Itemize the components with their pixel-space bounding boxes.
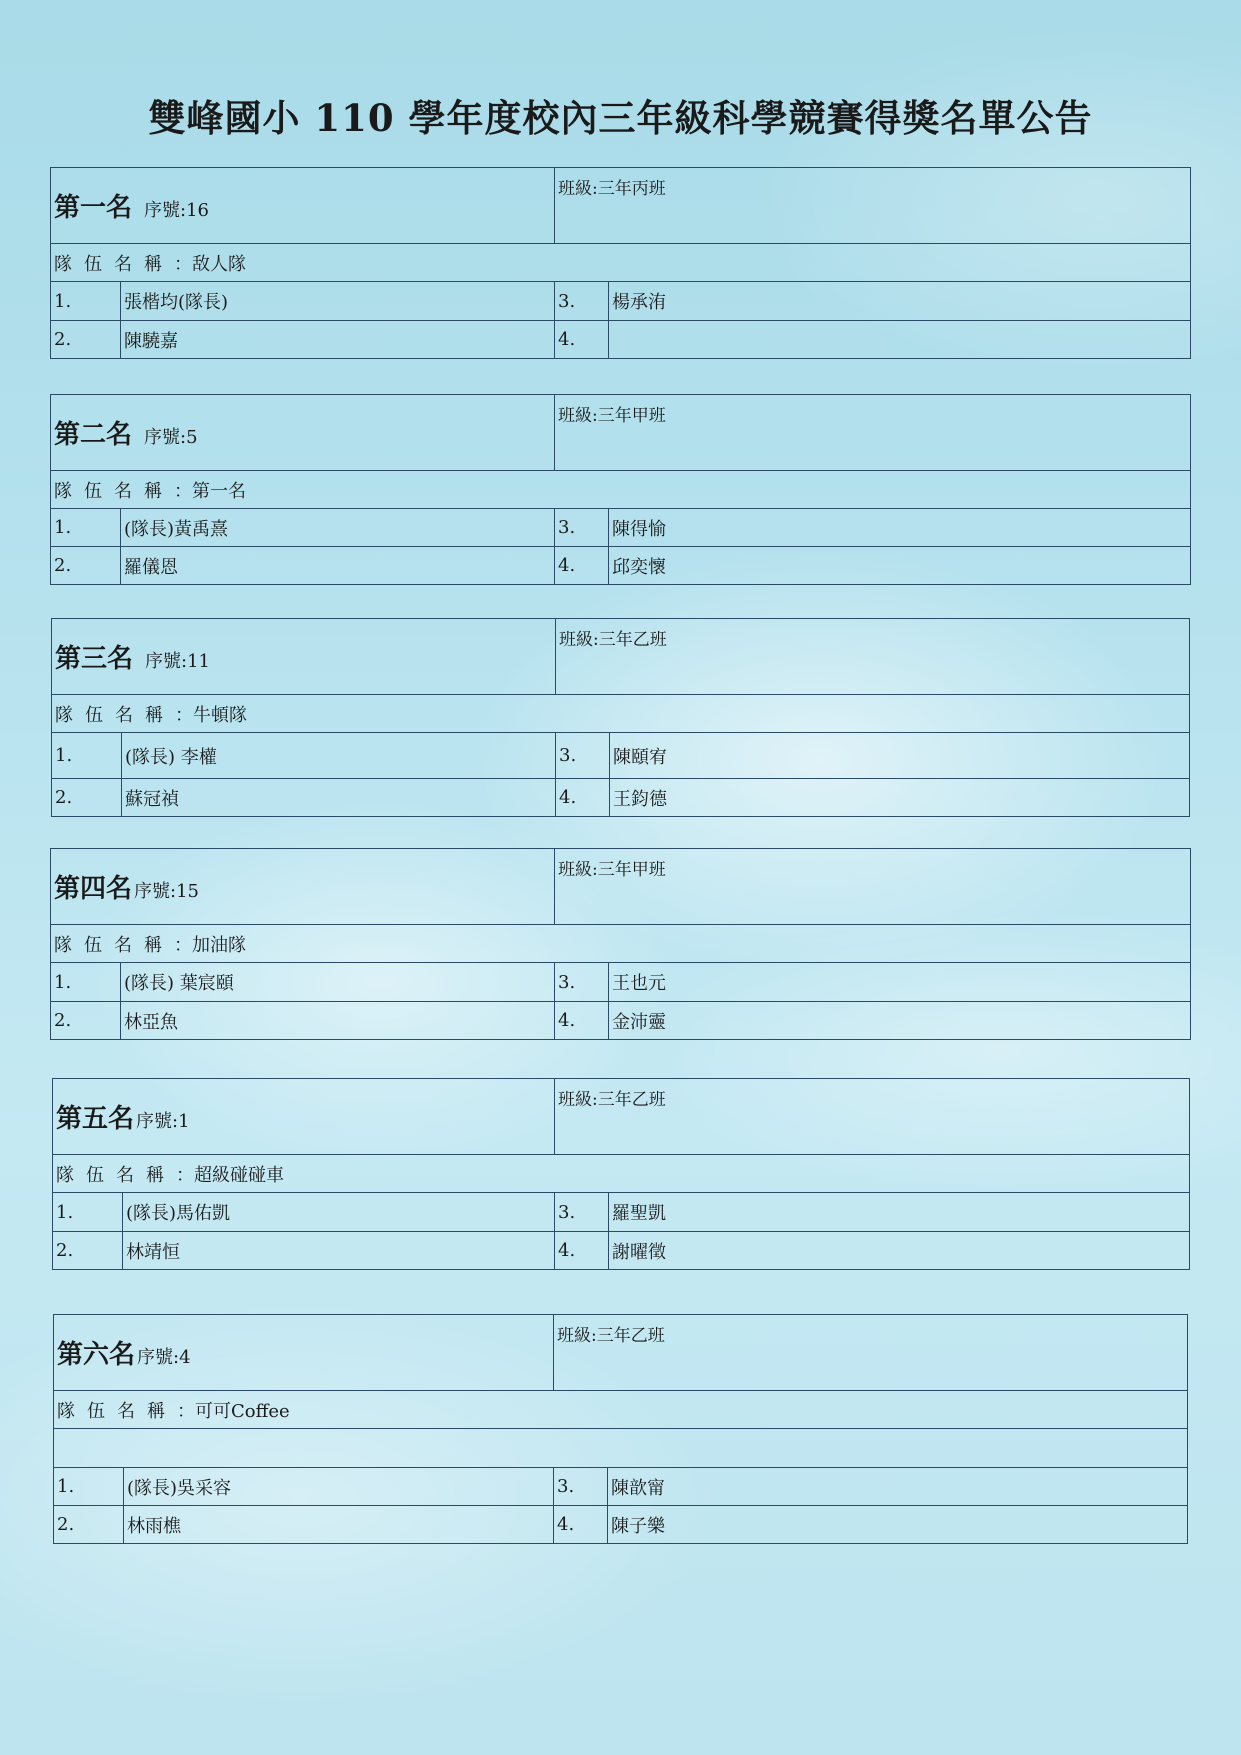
team-name-value: 可可Coffee	[195, 1400, 290, 1422]
member-row: 1. (隊長) 葉宸頤 3. 王也元	[51, 963, 1191, 1002]
member-name: (隊長) 葉宸頤	[121, 963, 555, 1002]
class-value: 三年甲班	[597, 406, 666, 426]
rank-label: 第五名	[56, 1104, 135, 1134]
member-row: 1. (隊長)馬佑凱 3. 羅聖凱	[53, 1193, 1190, 1232]
member-name: 金沛靈	[609, 1002, 1191, 1040]
member-row: 2. 林靖恒 4. 謝曜徵	[53, 1232, 1190, 1270]
member-name: 謝曜徵	[609, 1232, 1190, 1270]
team-name-value: 敌人隊	[192, 253, 246, 275]
award-table-4	[50, 848, 1191, 1040]
team-name-value: 加油隊	[192, 934, 246, 956]
member-row: 1. (隊長) 李權 3. 陳頤宥	[52, 733, 1190, 779]
serial-label: 序號:1	[136, 1111, 190, 1132]
member-name: 陳歆甯	[608, 1468, 1188, 1506]
member-name: (隊長) 李權	[122, 733, 556, 779]
team-name-cell: 隊伍名稱：加油隊	[51, 925, 1191, 963]
member-name: 邱奕懷	[609, 547, 1191, 585]
class-cell: 班級:三年甲班	[555, 395, 1191, 471]
team-name-cell: 隊伍名稱：敌人隊	[51, 244, 1191, 282]
member-row: 2. 林雨樵 4. 陳子樂	[54, 1506, 1188, 1544]
award-table-3	[51, 618, 1190, 817]
member-name: 張楷均(隊長)	[121, 282, 555, 321]
member-name: 羅聖凱	[609, 1193, 1190, 1232]
member-row: 2. 蘇冠禎 4. 王鈞德	[52, 779, 1190, 817]
rank-label: 第一名	[54, 193, 133, 223]
member-row: 2. 陳驍嘉 4.	[51, 321, 1191, 359]
rank-label: 第二名	[54, 420, 133, 450]
class-cell: 班級:三年甲班	[555, 849, 1191, 925]
team-name-value: 第一名	[192, 480, 246, 502]
class-value: 三年乙班	[598, 630, 667, 650]
member-row: 2. 林亞魚 4. 金沛靈	[51, 1002, 1191, 1040]
class-value: 三年乙班	[596, 1326, 665, 1346]
team-name-cell: 隊伍名稱：牛頓隊	[52, 695, 1190, 733]
member-name: (隊長)黃禹熹	[121, 509, 555, 547]
member-name: (隊長)吳采容	[124, 1468, 554, 1506]
serial-label: 序號:5	[144, 427, 198, 448]
member-name: 林雨樵	[124, 1506, 554, 1544]
member-name: (隊長)馬佑凱	[123, 1193, 555, 1232]
award-table-6	[53, 1314, 1188, 1544]
page-title: 雙峰國小 110 學年度校內三年級科學競賽得獎名單公告	[148, 96, 1093, 140]
member-row: 1. (隊長)吳采容 3. 陳歆甯	[54, 1468, 1188, 1506]
class-cell: 班級:三年乙班	[554, 1315, 1188, 1391]
serial-label: 序號:16	[144, 200, 209, 221]
member-row: 2. 羅儀恩 4. 邱奕懷	[51, 547, 1191, 585]
class-cell: 班級:三年乙班	[556, 619, 1190, 695]
team-name-cell: 隊伍名稱：可可Coffee	[54, 1391, 1188, 1429]
rank-label: 第四名	[54, 874, 133, 904]
team-name-cell: 隊伍名稱：第一名	[51, 471, 1191, 509]
member-row: 1. 張楷均(隊長) 3. 楊承洧	[51, 282, 1191, 321]
rank-cell	[53, 1079, 555, 1155]
member-name: 陳子樂	[608, 1506, 1188, 1544]
member-name: 楊承洧	[609, 282, 1191, 321]
class-value: 三年丙班	[597, 179, 666, 199]
serial-label: 序號:4	[137, 1347, 191, 1368]
class-cell: 班級:三年乙班	[555, 1079, 1190, 1155]
member-name	[609, 321, 1191, 359]
award-table-2	[50, 394, 1191, 585]
member-name: 林亞魚	[121, 1002, 555, 1040]
member-name: 陳得愉	[609, 509, 1191, 547]
rank-label: 第六名	[57, 1340, 136, 1370]
serial-label: 序號:15	[134, 881, 199, 902]
class-cell: 班級:三年丙班	[555, 168, 1191, 244]
rank-cell	[51, 395, 555, 471]
class-value: 三年乙班	[597, 1090, 666, 1110]
rank-cell	[52, 619, 556, 695]
award-table-1	[50, 167, 1191, 359]
member-name: 王鈞德	[610, 779, 1190, 817]
serial-label: 序號:11	[145, 651, 210, 672]
empty-row	[54, 1429, 1188, 1468]
member-name: 林靖恒	[123, 1232, 555, 1270]
member-name: 王也元	[609, 963, 1191, 1002]
rank-cell	[54, 1315, 554, 1391]
team-name-value: 牛頓隊	[193, 704, 247, 726]
member-name: 陳頤宥	[610, 733, 1190, 779]
rank-cell	[51, 168, 555, 244]
class-value: 三年甲班	[597, 860, 666, 880]
member-name: 蘇冠禎	[122, 779, 556, 817]
team-name-cell: 隊伍名稱：超級碰碰車	[53, 1155, 1190, 1193]
member-name: 羅儀恩	[121, 547, 555, 585]
member-row: 1. (隊長)黃禹熹 3. 陳得愉	[51, 509, 1191, 547]
award-table-5	[52, 1078, 1190, 1270]
member-name: 陳驍嘉	[121, 321, 555, 359]
rank-label: 第三名	[55, 644, 134, 674]
team-name-value: 超級碰碰車	[194, 1164, 284, 1186]
rank-cell	[51, 849, 555, 925]
